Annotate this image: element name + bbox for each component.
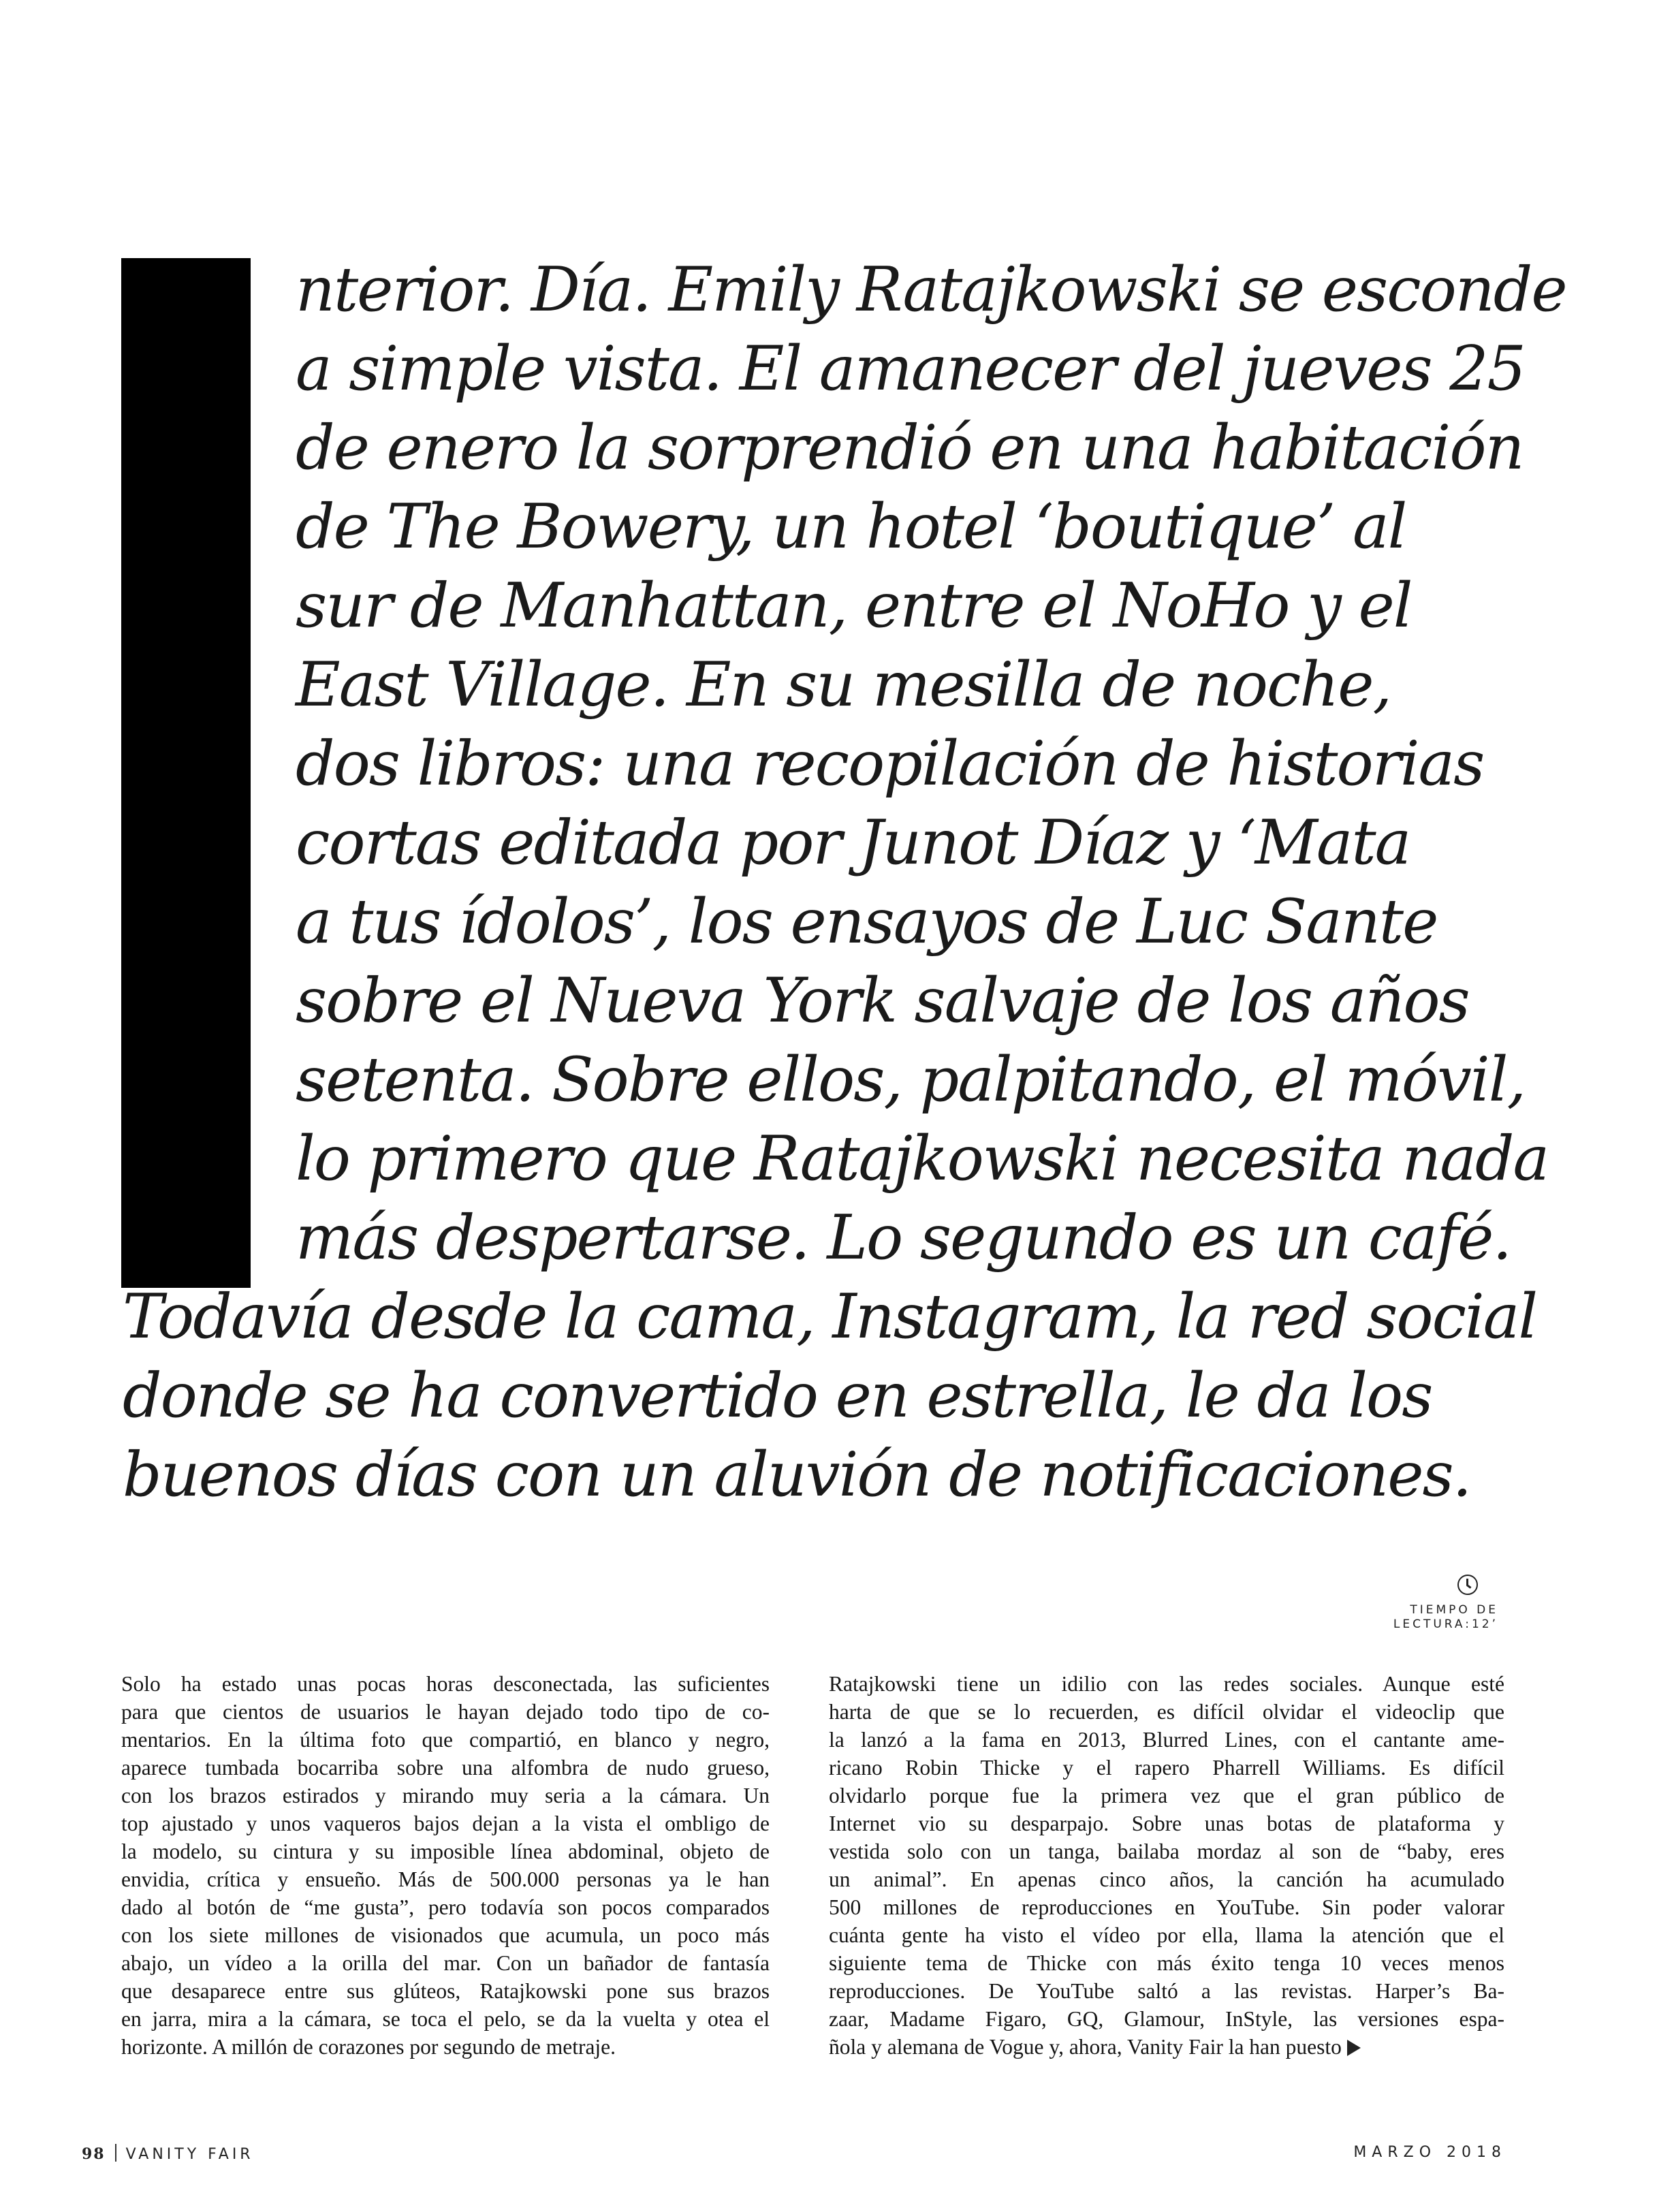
reading-time-value: LECTURA:12’ [1393, 1617, 1498, 1631]
body-line: ricano Robin Thicke y el rapero Pharrell Williams. Es difícil [829, 1756, 1504, 1780]
body-line: con los siete millones de visionados que acumula, un poco más [121, 1923, 770, 1947]
body-column-left [121, 1670, 770, 2061]
magazine-name: VANITY FAIR [125, 2146, 254, 2163]
reading-time-label: TIEMPO DE [1410, 1603, 1498, 1617]
body-line: dado al botón de “me gusta”, pero todavía son pocos comparados [121, 1895, 770, 1919]
body-line-last [829, 2033, 1504, 2061]
body-line: en jarra, mira a la cámara, se toca el pelo, se da la vuelta y otea el [121, 2007, 770, 2031]
body-line: reproducciones. De YouTube saltó a las revistas. Harper’s Ba- [829, 1979, 1504, 2003]
body-line: envidia, crítica y ensueño. Más de 500.000 personas ya le han [121, 1867, 770, 1891]
lead-line: a tus ídolos’, los ensayos de Luc Sante [296, 886, 1438, 958]
footer-divider [115, 2144, 116, 2162]
body-line: olvidarlo porque fue la primera vez que el gran público de [829, 1784, 1504, 1807]
body-line: zaar, Madame Figaro, GQ, Glamour, InStyle, las versiones espa- [829, 2007, 1504, 2031]
body-line: vestida solo con un tanga, bailaba mordaz al son de “baby, eres [829, 1839, 1504, 1863]
page-footer [82, 2144, 1506, 2167]
body-line: que desaparece entre sus glúteos, Ratajkowski pone sus brazos [121, 1979, 770, 2003]
lead-line: de The Bowery, un hotel ‘boutique’ al [296, 491, 1406, 563]
lead-line: a simple vista. El amanecer del jueves 25 [296, 333, 1525, 405]
body-line: mentarios. En la última foto que compartió, en blanco y negro, [121, 1728, 770, 1752]
lead-paragraph [123, 251, 1566, 1515]
lead-line: setenta. Sobre ellos, palpitando, el móvil, [296, 1044, 1526, 1116]
body-line: siguiente tema de Thicke con más éxito tenga 10 veces menos [829, 1951, 1504, 1975]
page-number: 98 [82, 2145, 106, 2163]
lead-line: lo primero que Ratajkowski necesita nada [296, 1123, 1549, 1195]
body-line: top ajustado y unos vaqueros bajos dejan a la vista el ombligo de [121, 1812, 770, 1835]
lead-line: buenos días con un aluvión de notificaciones. [123, 1439, 1471, 1511]
lead-line: Todavía desde la cama, Instagram, la red social [123, 1281, 1537, 1353]
body-line: 500 millones de reproducciones en YouTube. Sin poder valorar [829, 1895, 1504, 1919]
next-page-triangle-icon [1347, 2040, 1361, 2056]
lead-line: sur de Manhattan, entre el NoHo y el [296, 570, 1412, 642]
body-line: cuánta gente ha visto el vídeo por ella, llama la atención que el [829, 1923, 1504, 1947]
body-line: con los brazos estirados y mirando muy seria a la cámara. Un [121, 1784, 770, 1807]
body-line: horizonte. A millón de corazones por segundo de metraje. [121, 2035, 616, 2059]
lead-line: East Village. En su mesilla de noche, [296, 649, 1391, 721]
body-line: Ratajkowski tiene un idilio con las redes sociales. Aunque esté [829, 1672, 1504, 1696]
lead-line: dos libros: una recopilación de historias [296, 728, 1484, 800]
body-line: abajo, un vídeo a la orilla del mar. Con un bañador de fantasía [121, 1951, 770, 1975]
body-line: la modelo, su cintura y su imposible línea abdominal, objeto de [121, 1839, 770, 1863]
body-line: Solo ha estado unas pocas horas desconectada, las suficientes [121, 1672, 770, 1696]
body-line: harta de que se lo recuerden, es difícil olvidar el videoclip que [829, 1700, 1504, 1724]
lead-line: de enero la sorprendió en una habitación [296, 412, 1524, 484]
body-line: Internet vio su desparpajo. Sobre unas botas de plataforma y [829, 1812, 1504, 1835]
lead-line: sobre el Nueva York salvaje de los años [296, 965, 1469, 1037]
clock-icon [1457, 1575, 1478, 1595]
lead-line: más despertarse. Lo segundo es un café. [296, 1202, 1511, 1274]
body-line: para que cientos de usuarios le hayan dejado todo tipo de co- [121, 1700, 770, 1724]
body-line: aparece tumbada bocarriba sobre una alfombra de nudo grueso, [121, 1756, 770, 1780]
lead-line: donde se ha convertido en estrella, le da los [123, 1360, 1432, 1432]
body-line: la lanzó a la fama en 2013, Blurred Lines, con el cantante ame- [829, 1728, 1504, 1752]
issue-date: MARZO 2018 [1353, 2144, 1506, 2161]
body-line-text: ñola y alemana de Vogue y, ahora, Vanity Fair la han puesto [829, 2035, 1342, 2059]
body-line: un animal”. En apenas cinco años, la canción ha acumulado [829, 1867, 1504, 1891]
lead-line: cortas editada por Junot Díaz y ‘Mata [296, 807, 1410, 879]
reading-time [1362, 1575, 1498, 1632]
footer-left [82, 2144, 254, 2163]
body-column-right [829, 1670, 1504, 2061]
lead-line: nterior. Día. Emily Ratajkowski se esconde [296, 254, 1566, 326]
